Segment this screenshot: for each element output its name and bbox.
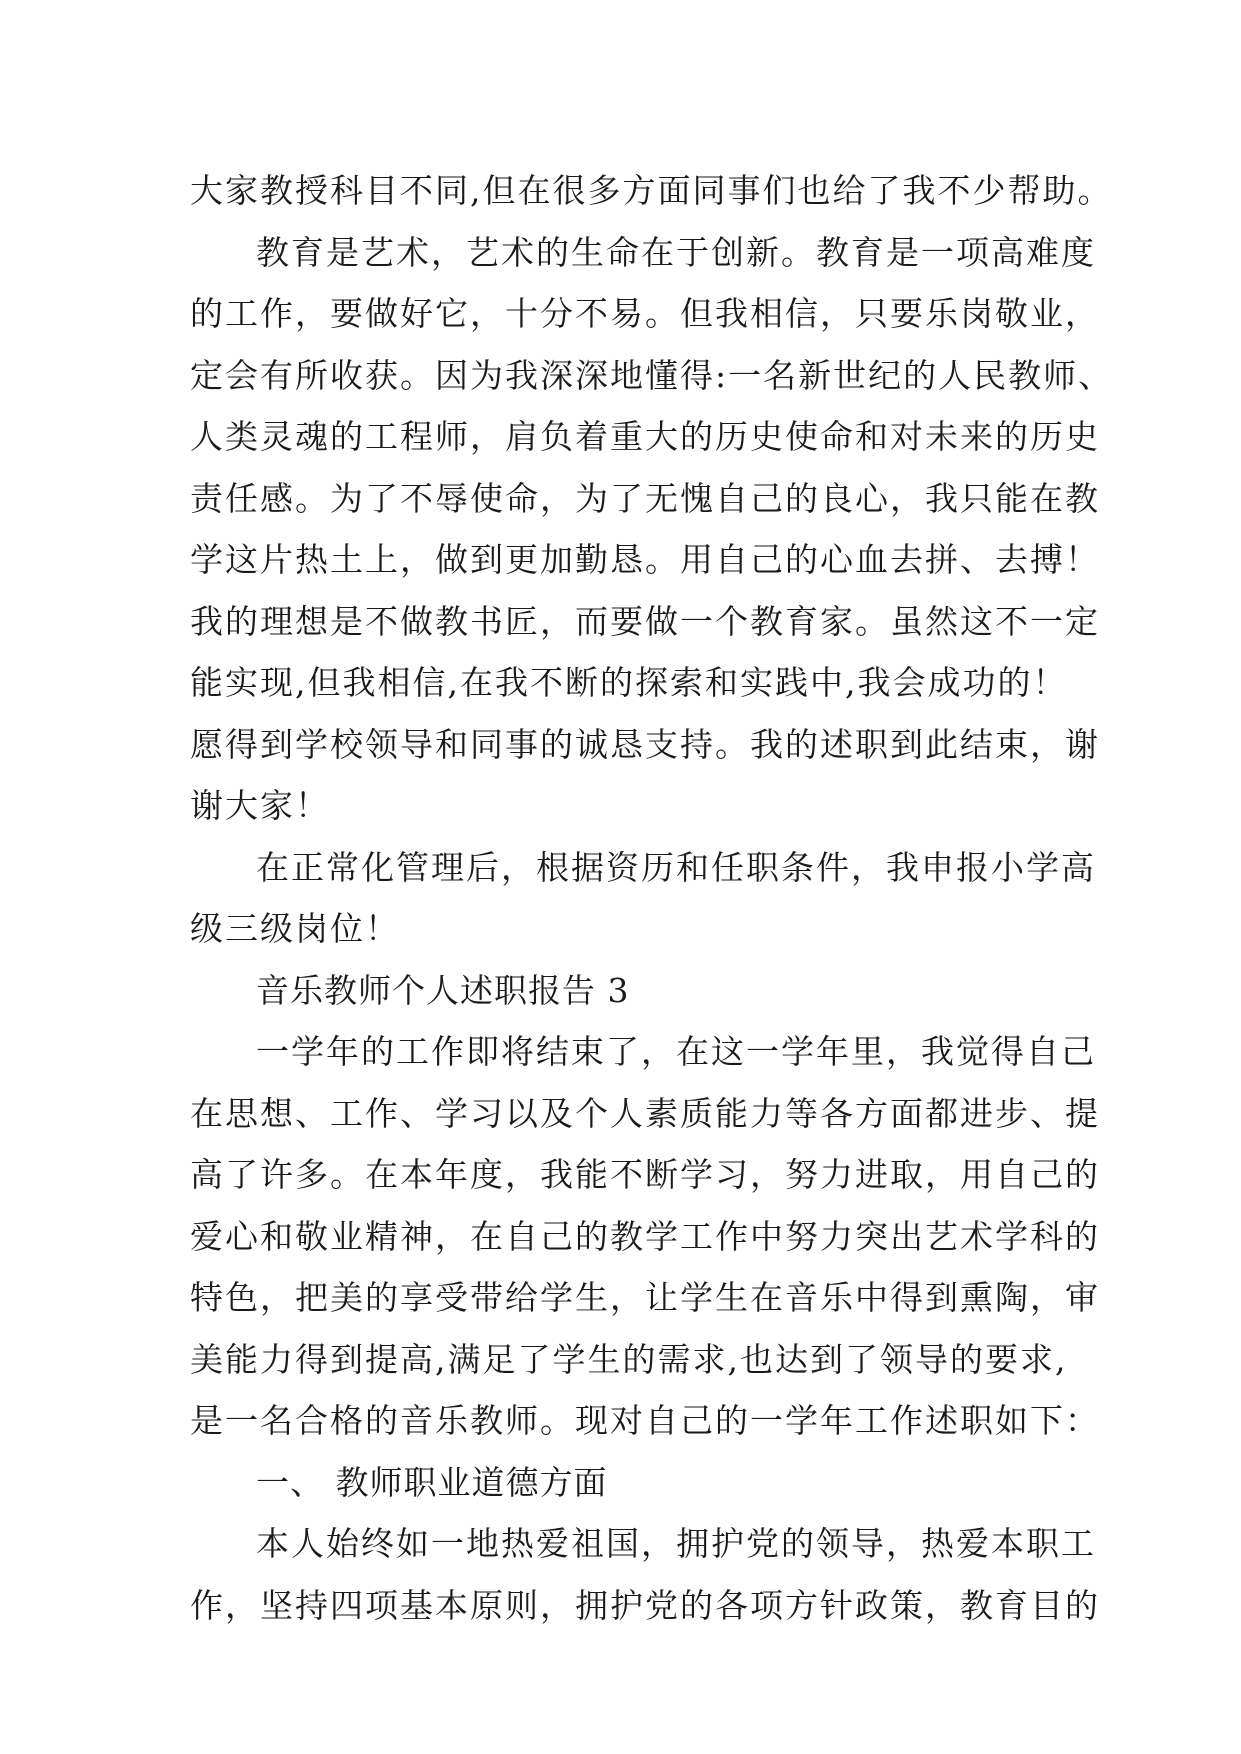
paragraph-start-line: 教育是艺术，艺术的生命在于创新。教育是一项高难度: [256, 232, 1096, 272]
text-line: 是一名合格的音乐教师。现对自己的一学年工作述职如下：: [190, 1401, 1100, 1440]
text-line: 愿得到学校领导和同事的诚恳支持。我的述职到此结束，谢: [190, 724, 1100, 764]
text-line: 高了许多。在本年度，我能不断学习，努力进取，用自己的: [190, 1155, 1100, 1194]
text-line: 美能力得到提高,满足了学生的需求,也达到了领导的要求,: [190, 1339, 1068, 1379]
section-title: 音乐教师个人述职报告 3: [256, 970, 630, 1010]
body-text: [190, 160, 1114, 1636]
text-line: 责任感。为了不辱使命，为了无愧自己的良心，我只能在教: [190, 478, 1100, 518]
paragraph-start-line: 一学年的工作即将结束了，在这一学年里，我觉得自己: [256, 1032, 1096, 1071]
text-line: 能实现,但我相信,在我不断的探索和实践中,我会成功的！: [190, 663, 1068, 702]
paragraph-start-line: 在正常化管理后，根据资历和任职条件，我申报小学高: [256, 847, 1096, 887]
text-line: 级三级岗位！: [190, 909, 400, 948]
text-line: 人类灵魂的工程师，肩负着重大的历史使命和对未来的历史: [190, 417, 1100, 456]
subsection-heading: 一、 教师职业道德方面: [256, 1462, 608, 1502]
text-line: 定会有所收获。因为我深深地懂得:一名新世纪的人民教师、: [190, 355, 1114, 395]
text-line: 大家教授科目不同,但在很多方面同事们也给了我不少帮助。: [190, 171, 1113, 210]
text-line: 我的理想是不做教书匠，而要做一个教育家。虽然这不一定: [190, 601, 1100, 641]
text-line: 学这片热土上，做到更加勤恳。用自己的心血去拼、去搏！: [190, 540, 1100, 579]
text-line: 特色，把美的享受带给学生，让学生在音乐中得到熏陶，审: [190, 1278, 1100, 1317]
paragraph-start-line: 本人始终如一地热爱祖国，拥护党的领导，热爱本职工: [256, 1524, 1096, 1563]
text-line: 爱心和敬业精神，在自己的教学工作中努力突出艺术学科的: [190, 1216, 1100, 1256]
text-line: 谢大家！: [190, 786, 330, 825]
text-line: 的工作，要做好它，十分不易。但我相信，只要乐岗敬业，: [190, 294, 1100, 333]
text-line: 作，坚持四项基本原则，拥护党的各项方针政策，教育目的: [190, 1585, 1100, 1625]
text-line: 在思想、工作、学习以及个人素质能力等各方面都进步、提: [190, 1093, 1100, 1133]
